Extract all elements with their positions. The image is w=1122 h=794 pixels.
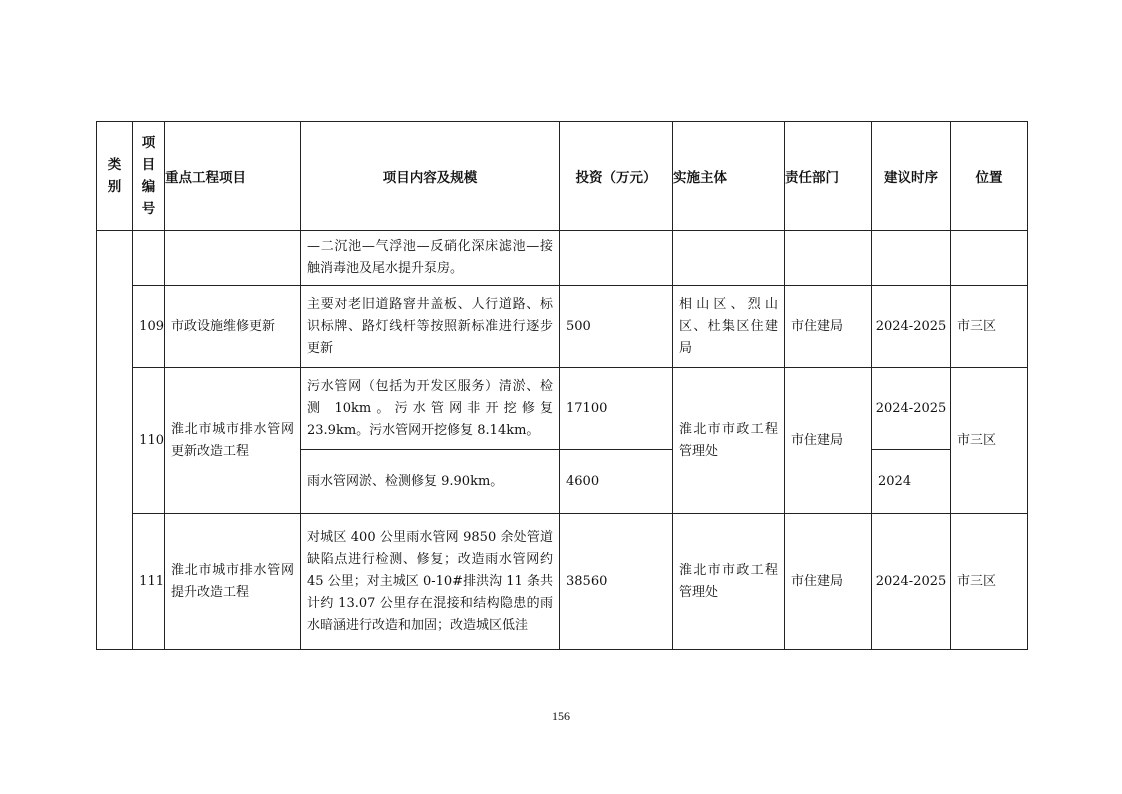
implementer-cell (673, 231, 785, 286)
location-cell: 市三区 (951, 514, 1028, 650)
investment-cell (560, 231, 673, 286)
category-cell (97, 231, 133, 650)
header-implementer: 实施主体 (673, 122, 785, 231)
timeline-cell (872, 231, 951, 286)
investment-cell: 17100 (560, 368, 673, 450)
timeline-cell: 2024-2025 (872, 368, 951, 450)
location-cell: 市三区 (951, 368, 1028, 514)
content-cell: 污水管网（包括为开发区服务）清淤、检测 10km。污水管网非开挖修复 23.9km。污水管网开挖修复 8.14km。 (301, 368, 560, 450)
header-project: 重点工程项目 (165, 122, 301, 231)
project-table (96, 121, 1028, 650)
timeline-cell: 2024-2025 (872, 286, 951, 368)
implementer-cell: 淮北市市政工程管理处 (673, 514, 785, 650)
header-timeline: 建议时序 (872, 122, 951, 231)
header-content: 项目内容及规模 (301, 122, 560, 231)
investment-cell: 4600 (560, 450, 673, 514)
implementer-cell: 淮北市市政工程管理处 (673, 368, 785, 514)
project-cell: 市政设施维修更新 (165, 286, 301, 368)
project-cell: 淮北市城市排水管网提升改造工程 (165, 514, 301, 650)
timeline-cell: 2024-2025 (872, 514, 951, 650)
content-cell: —二沉池—气浮池—反硝化深床滤池—接触消毒池及尾水提升泵房。 (301, 231, 560, 286)
department-cell (785, 231, 872, 286)
department-cell: 市住建局 (785, 368, 872, 514)
location-cell (951, 231, 1028, 286)
implementer-cell: 相山区、烈山区、杜集区住建局 (673, 286, 785, 368)
header-department: 责任部门 (785, 122, 872, 231)
page-number: 156 (552, 709, 570, 723)
header-category: 类别 (97, 122, 133, 231)
content-cell: 对城区 400 公里雨水管网 9850 余处管道缺陷点进行检测、修复；改造雨水管网约 45 公里；对主城区 0-10#排洪沟 11 条共计约 13.07 公里存在混接和结构隐患的雨水暗涵进行改造和加固；改造城区低洼 (301, 514, 560, 650)
item-no-cell: 111 (133, 514, 165, 650)
location-cell: 市三区 (951, 286, 1028, 368)
project-cell: 淮北市城市排水管网更新改造工程 (165, 368, 301, 514)
table-row (97, 286, 1028, 368)
item-no-cell: 109 (133, 286, 165, 368)
table-row (97, 368, 1028, 450)
header-item-no: 项目编号 (133, 122, 165, 231)
department-cell: 市住建局 (785, 286, 872, 368)
header-row (97, 122, 1028, 231)
timeline-cell: 2024 (872, 450, 951, 514)
table-row (97, 514, 1028, 650)
table-row (97, 231, 1028, 286)
item-no-cell (133, 231, 165, 286)
header-investment: 投资（万元） (560, 122, 673, 231)
header-location: 位置 (951, 122, 1028, 231)
item-no-cell: 110 (133, 368, 165, 514)
investment-cell: 38560 (560, 514, 673, 650)
content-cell: 雨水管网淤、检测修复 9.90km。 (301, 450, 560, 514)
project-cell (165, 231, 301, 286)
content-cell: 主要对老旧道路窨井盖板、人行道路、标识标牌、路灯线杆等按照新标准进行逐步更新 (301, 286, 560, 368)
investment-cell: 500 (560, 286, 673, 368)
department-cell: 市住建局 (785, 514, 872, 650)
